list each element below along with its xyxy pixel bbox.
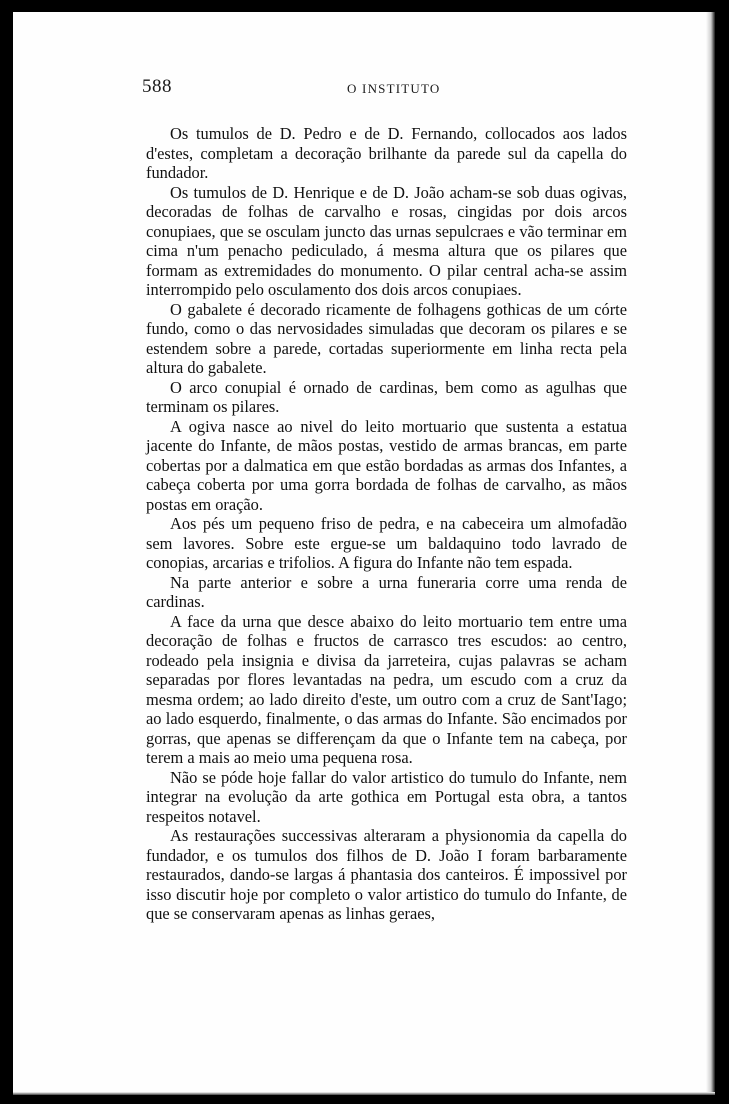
paragraph: Aos pés um pequeno friso de pedra, e na cabeceira um almofadão sem lavores. Sobre este ergue-se um baldaquino todo lavrado de conopias, arcarias e trifolios. A figura do Infante não tem espada. xyxy=(146,514,627,572)
paragraph: A ogiva nasce ao nivel do leito mortuario que sustenta a estatua jacente do Infante, de mãos postas, vestido de armas brancas, em parte cobertas por a dalmatica em que estão bordadas as armas dos Infantes, a cabeça coberta por uma gorra bordada de folhas de carvalho, as mãos postas em oração. xyxy=(146,416,627,514)
page-edge-shadow xyxy=(706,12,715,1095)
paragraph: Não se póde hoje fallar do valor artistico do tumulo do Infante, nem integrar na evolução da arte gothica em Portugal esta obra, a tantos respeitos notavel. xyxy=(146,767,627,826)
paragraph: As restaurações successivas alteraram a physionomia da capella do fundador, e os tumulos dos filhos de D. João I foram barbaramente restaurados, dando-se largas á phantasia dos canteiros. É impossivel por isso discutir hoje por completo o valor artistico do tumulo do Infante, de que se conservaram apenas as linhas geraes, xyxy=(146,826,627,923)
page-header xyxy=(142,76,630,104)
paragraph: O arco conupial é ornado de cardinas, bem como as agulhas que terminam os pilares. xyxy=(146,377,627,416)
page-number: 588 xyxy=(142,76,172,97)
paragraph: Na parte anterior e sobre a urna funeraria corre uma renda de cardinas. xyxy=(146,572,627,611)
paragraph: Os tumulos de D. Henrique e de D. João acham-se sob duas ogivas, decoradas de folhas de carvalho e rosas, cingidas por dois arcos conupiaes, que se osculam juncto das urnas sepulcraes e vão terminar em cima n'um penacho pediculado, á mesma altura que os pilares que formam as extremidades do monumento. O pilar central acha-se assim interrompido pelo osculamento dos dois arcos conupiaes. xyxy=(146,182,627,299)
paragraph: A face da urna que desce abaixo do leito mortuario tem entre uma decoração de folhas e fructos de carrasco tres escudos: ao centro, rodeado pela insignia e divisa da jarreteira, cujas palavras se acham separadas por flores levantadas na pedra, um escudo com a cruz da mesma ordem; ao lado direito d'este, um outro com a cruz de Sant'Iago; ao lado esquerdo, finalmente, o das armas do Infante. São encimados por gorras, que apenas se differençam da que o Infante tem na cabeça, por terem a mais ao meio uma pequena rosa. xyxy=(146,611,627,767)
body-text xyxy=(146,124,627,924)
paragraph: O gabalete é decorado ricamente de folhagens gothicas de um córte fundo, como o das nervosidades simuladas que decoram os pilares e se estendem sobre a parede, cortadas superiormente em linha recta pela altura do gabalete. xyxy=(146,299,627,377)
running-title: O INSTITUTO xyxy=(347,81,441,96)
paragraph: Os tumulos de D. Pedro e de D. Fernando, collocados aos lados d'estes, completam a decoração brilhante da parede sul da capella do fundador. xyxy=(146,124,627,182)
page-bottom-edge xyxy=(13,1092,715,1095)
